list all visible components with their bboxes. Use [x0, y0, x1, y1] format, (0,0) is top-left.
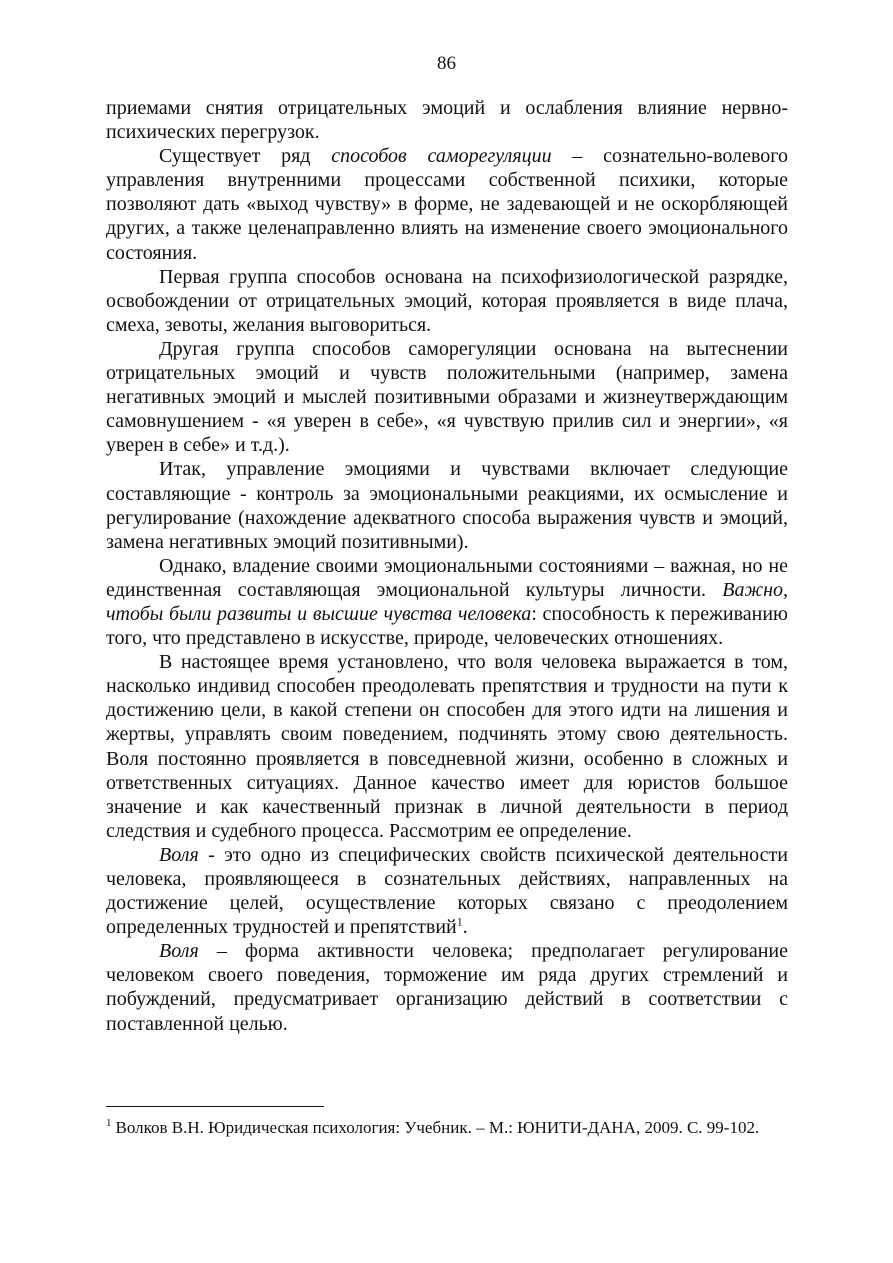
- paragraph-3: [106, 265, 788, 337]
- paragraph-9: [106, 939, 788, 1035]
- paragraph-8-term: Воля: [159, 843, 199, 866]
- paragraph-6-emphasis: Важно, чтобы были развиты и высшие чувства человека: [106, 578, 788, 625]
- paragraph-9-text: – форма активности человека; предполагает регулирование человеком своего поведения, торможение им ряда других стремлений и побуждений, предусматривает организацию действий в соответствии с поставленной целью.: [106, 940, 788, 1035]
- paragraph-8: [106, 843, 788, 939]
- body-text: [106, 96, 788, 1036]
- page-number: 86: [437, 53, 456, 74]
- footnote: [106, 1117, 788, 1139]
- paragraph-6-rest: : способность к переживанию того, что представлено в искусстве, природе, человеческих отношениях.: [106, 602, 788, 650]
- footnote-reference[interactable]: 1: [456, 914, 463, 929]
- paragraph-6-text: Однако, владение своими эмоциональными состояниями – важная, но не единственная составляющая эмоциональной культуры личности.: [106, 554, 788, 601]
- paragraph-8-end: .: [462, 916, 468, 939]
- paragraph-7: [106, 650, 788, 843]
- paragraph-9-term: Воля: [159, 940, 199, 963]
- paragraph-2-text: Существует ряд: [159, 145, 332, 168]
- paragraph-2-rest: – сознательно-волевого управления внутренними процессами собственной психики, которые позволяют дать «выход чувству» в форме, не задевающей и не оскорбляющей других, а также целенаправленно влиять на изменение своего эмоционального состояния.: [106, 145, 788, 264]
- paragraph-5-text: Итак, управление эмоциями и чувствами включает следующие составляющие - контроль за эмоциональными реакциями, их осмысление и регулирование (нахождение адекватного способа выражения чувств и эмоций, замена негативных эмоций позитивными).: [106, 458, 788, 553]
- footnote-separator: [106, 1106, 324, 1107]
- paragraph-1: [106, 96, 788, 144]
- paragraph-8-text: - это одно из специфических свойств психической деятельности человека, проявляющееся в сознательных действиях, направленных на достижение целей, осуществление которых связано с преодолением определенных трудностей и препятствий: [106, 843, 788, 939]
- paragraph-4-text: Другая группа способов саморегуляции основана на вытеснении отрицательных эмоций и чувств положительными (например, замена негативных эмоций и мыслей позитивными образами и жизнеутверждающим самовнушением - «я уверен в себе», «я чувствую прилив сил и энергии», «я уверен в себе» и т.д.).: [106, 337, 788, 457]
- paragraph-3-text: Первая группа способов основана на психофизиологической разрядке, освобождении от отрицательных эмоций, которая проявляется в виде плача, смеха, зевоты, желания выговориться.: [106, 265, 788, 336]
- footnote-mark: 1: [106, 1117, 112, 1130]
- paragraph-1-text: приемами снятия отрицательных эмоций и ослабления влияние нервно-психических перегрузок.: [106, 97, 788, 144]
- paragraph-2-emphasis: способов саморегуляции: [331, 145, 552, 168]
- paragraph-5: [106, 457, 788, 553]
- footnote-text: Волков В.Н. Юридическая психология: Учебник. – М.: ЮНИТИ-ДАНА, 2009. С. 99-102.: [115, 1118, 760, 1137]
- paragraph-7-text: В настоящее время установлено, что воля человека выражается в том, насколько индивид способен преодолевать препятствия и трудности на пути к достижению цели, в какой степени он способен для этого идти на лишения и жертвы, управлять своим поведением, подчинять этому свою деятельность. Воля постоянно проявляется в повседневной жизни, особенно в сложных и ответственных ситуациях. Данное качество имеет для юристов большое значение и как качественный признак в личной деятельности в период следствия и судебного процесса. Рассмотрим ее определение.: [106, 651, 788, 842]
- paragraph-2: [106, 144, 788, 264]
- paragraph-4: [106, 337, 788, 457]
- paragraph-6: [106, 554, 788, 650]
